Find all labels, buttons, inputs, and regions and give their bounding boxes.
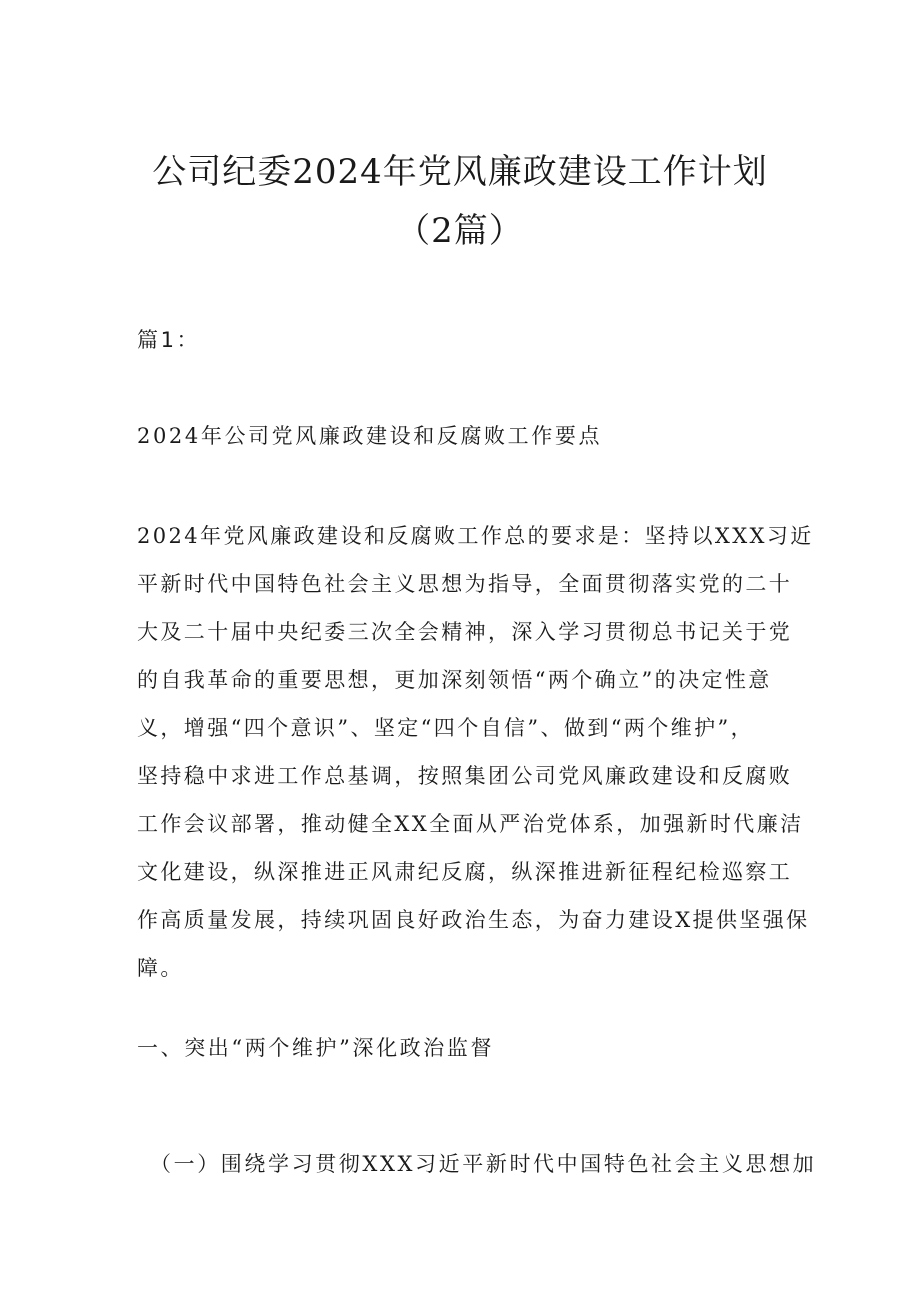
chapter-label: 篇1：: [137, 328, 201, 352]
paragraph-line: 工作会议部署，推动健全XX全面从严治党体系，加强新时代廉洁: [137, 812, 804, 836]
paragraph-line: 坚持稳中求进工作总基调，按照集团公司党风廉政建设和反腐败: [137, 764, 793, 788]
paragraph-line: 大及二十届中央纪委三次全会精神，深入学习贯彻总书记关于党: [137, 620, 793, 644]
paragraph-line: 2024年党风廉政建设和反腐败工作总的要求是：坚持以XXX习近: [137, 524, 814, 548]
body-paragraph: [137, 512, 814, 992]
paragraph-line: 障。: [137, 956, 184, 980]
subsection-one-heading: （一）围绕学习贯彻XXX习近平新时代中国特色社会主义思想加: [150, 1152, 817, 1176]
paragraph-line: 平新时代中国特色社会主义思想为指导，全面贯彻落实党的二十: [137, 572, 793, 596]
paragraph-line: 文化建设，纵深推进正风肃纪反腐，纵深推进新征程纪检巡察工: [137, 860, 793, 884]
section-heading: 2024年公司党风廉政建设和反腐败工作要点: [137, 424, 603, 448]
paragraph-line: 作高质量发展，持续巩固良好政治生态，为奋力建设X提供坚强保: [137, 908, 810, 932]
section-one-heading: 一、突出“两个维护”深化政治监督: [137, 1036, 495, 1060]
paragraph-line: 义，增强“四个意识”、坚定“四个自信”、做到“两个维护”，: [137, 716, 755, 740]
paragraph-line: 的自我革命的重要思想，更加深刻领悟“两个确立”的决定性意: [137, 668, 772, 692]
document-title: 公司纪委2024年党风廉政建设工作计划: [152, 152, 768, 192]
document-subtitle: （2篇）: [396, 211, 524, 251]
